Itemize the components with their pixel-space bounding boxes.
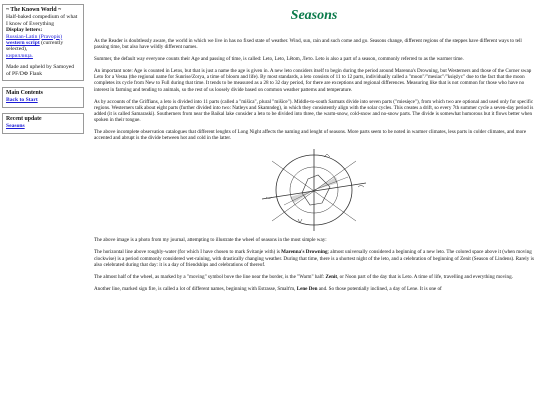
paragraph-age-note: An important note: Age is counted in Letos, but that is just a name the age is given in. A new leto considers itself to begin during the period around Marenna's Drowning, but Westerners and those of the Corner swap Leto for a Vesna (the regional name for Sunrise/Zorya, a time of bloom and life). By most standards, a leto consists of 11 to 12 parts, individually called a "moon"/"mesiac"/"księżyc" due to the fact that the moon completes its cycle from New to Full during that time. It tends to be measured as a 28 to 32 day period, for there are exceptions and regional differences. Measuring like that is not common for those who have no interest in farming and tending to animals, so the rest of us loosely divide based on common weather patterns and temperature.: [94, 68, 532, 93]
paragraph-observation: The above incomplete observation catalogues that different lenghts of Long Night affects the naming and lenght of seasons. More parts seem to be noted in warmer climates, less parts in colder climates, and more accented and abrupt is the divide between hot and cold in the latter.: [94, 129, 527, 142]
back-to-start-link[interactable]: Back to Start: [6, 97, 38, 104]
recent-update-title: Recent update: [6, 115, 42, 122]
season-wheel-drawing: [254, 147, 374, 233]
marennas-drowning-term: Marenna's Drowning: [281, 249, 328, 256]
main-contents-box: [2, 87, 84, 108]
season-wheel-sketch: [94, 147, 534, 235]
site-tagline: Half-baked compedium of what I know of Everything: [6, 14, 78, 27]
display-letters-label: Display letters:: [6, 27, 43, 34]
image-caption: The above image is a photo from my journal, attempting to illustrate the wheel of seasons in the most simple way:: [94, 237, 327, 244]
paragraph-zenit: [94, 274, 534, 280]
known-world-title: ~ The Known World ~: [6, 7, 62, 13]
p6-post: ; almost universally considered a beginning of a new leto. The colored space above it (when moving clockwise) is a period commonly considered wet-raining, with drastically changing weather. During that time, there is a shortest night of the leto, and a celebration of beginning of Zenit (Season of Lindens). Rarely is also celebrated during that day: it is a day of friendships and celebrations of thereof.: [94, 249, 534, 268]
main-content: [94, 8, 534, 298]
page-title: Seasons: [290, 8, 338, 23]
sidebar: [2, 4, 84, 139]
p8-pre: Another line, marked sign fire, is called a lot of different names, beginning with Estrasse, Smalt'm,: [94, 285, 297, 292]
paragraph-divisions: As by accounts of the Griffians, a leto is divided into 11 parts (called a "mišica", plural "mišice"). Middle-to-south Sarmats divide into seven parts ("miesięce"), from which two are optional and used only for specific regions. Westerners talk about eight parts (further divided into two: Natleys and Skamndeg), in which they consistently align with the solar cycles. This creates a drift, so every 7th summer cycle a seven-day period is added (it is called Samaraski). Southerners from near the Baikal lake consider a leto to be divided into three, the warm-snow, cold-snow and no-snow parts. The divide is somewhat humorous but it flows better when spoken in their tongue.: [94, 98, 534, 123]
known-world-box: [2, 4, 84, 81]
lene-den-term: Lene Den: [296, 285, 318, 292]
main-contents-title: Main Contents: [6, 90, 43, 97]
p7-post: , or Noon part of the day that is Leto. A time of life, travelling and everything moving.: [337, 273, 513, 280]
cyrillic-script-link[interactable]: кириллица.: [6, 52, 33, 59]
author-note: Made and upheld by Samoyed of PF/DΦ Flank: [6, 64, 75, 77]
paragraph-another-line: [94, 286, 534, 292]
p7-pre: The almost half of the wheel, as marked by a "moving" symbol bove the line near the border, is the "Warm" half:: [94, 273, 326, 280]
recent-update-box: [2, 113, 84, 134]
paragraph-summer: Summer, the default way everyone counts their Age and passing of time, is called: Leto, Leto, Lětom, Лето. Leto is also a part of a season, commonly referred to as the warmer time.: [94, 56, 464, 63]
p6-pre: The horizontal line above roughly-water (for which I have chosen to mark Svitanje with) is: [94, 249, 282, 256]
currently-selected-note: (currently selected),: [6, 40, 64, 53]
paragraph-marenna: [94, 249, 534, 267]
p8-post: and. So those potentially inclined, a day of Lene. It is one of: [317, 285, 442, 292]
seasons-link[interactable]: Seasons: [6, 123, 25, 130]
western-script-link[interactable]: western script: [6, 40, 40, 47]
zenit-term: Zenit: [325, 273, 338, 280]
latin-script-link[interactable]: Russian-Latin (Pravopis): [6, 33, 63, 40]
paragraph-intro: As the Reader is doubtlessly aware, the world in which we live in has no fixed state of weather. Wind, sun, rain and such come and go. Seasons change, different regions of the steppes have different ways to tell passing time, but also have wildly different names.: [94, 38, 522, 51]
